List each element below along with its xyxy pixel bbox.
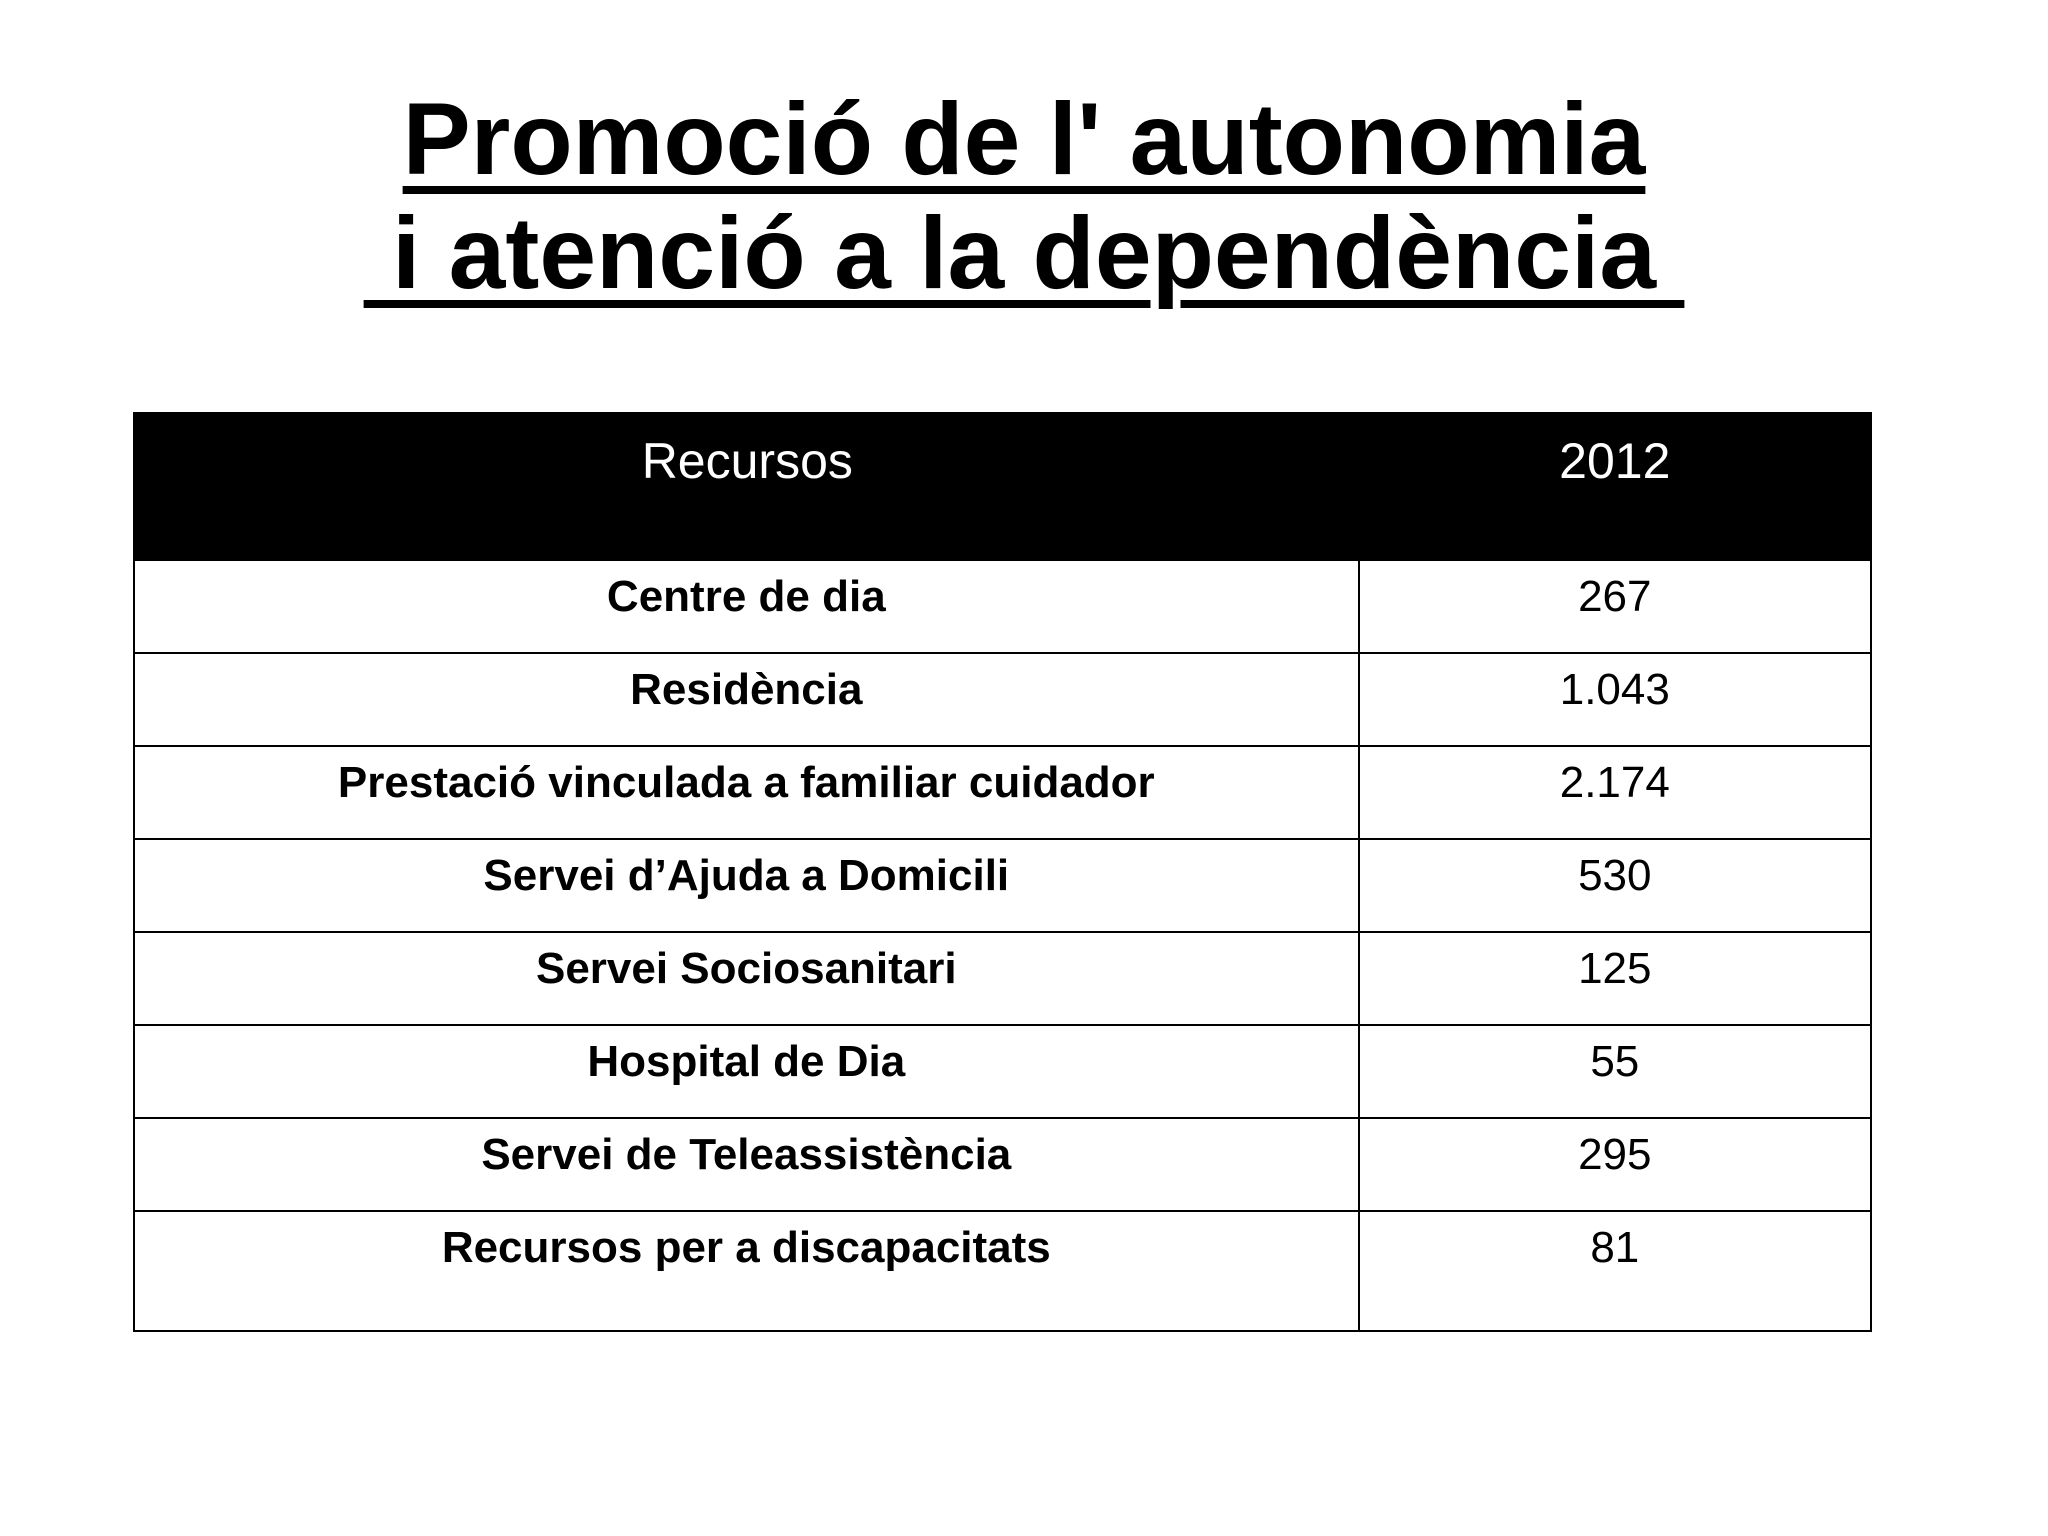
row-label: Centre de dia bbox=[135, 561, 1360, 652]
table-row bbox=[135, 838, 1870, 931]
row-value: 267 bbox=[1578, 572, 1652, 621]
row-value: 125 bbox=[1578, 944, 1652, 993]
table-row bbox=[135, 652, 1870, 745]
row-value: 295 bbox=[1578, 1130, 1652, 1179]
row-label: Servei Sociosanitari bbox=[135, 933, 1360, 1024]
table-row bbox=[135, 745, 1870, 838]
row-label: Hospital de Dia bbox=[135, 1026, 1360, 1117]
resources-table bbox=[133, 412, 1872, 1332]
row-label: Servei d’Ajuda a Domicili bbox=[135, 840, 1360, 931]
header-recursos: Recursos bbox=[641, 433, 853, 489]
page-title-line-1: Promoció de l' autonomia bbox=[402, 82, 1646, 196]
table-row bbox=[135, 1210, 1870, 1330]
table-row bbox=[135, 931, 1870, 1024]
row-label: Servei de Teleassistència bbox=[135, 1119, 1360, 1210]
row-label: Recursos per a discapacitats bbox=[135, 1212, 1360, 1330]
row-value: 2.174 bbox=[1559, 758, 1670, 807]
row-label: Prestació vinculada a familiar cuidador bbox=[135, 747, 1360, 838]
row-value: 1.043 bbox=[1559, 665, 1670, 714]
page-title-line-2: i atenció a la dependència bbox=[363, 196, 1685, 310]
row-label: Residència bbox=[135, 654, 1360, 745]
row-value: 81 bbox=[1590, 1223, 1640, 1272]
table-row bbox=[135, 1024, 1870, 1117]
row-value: 530 bbox=[1578, 851, 1652, 900]
table-header-row bbox=[135, 414, 1870, 559]
row-value: 55 bbox=[1590, 1037, 1640, 1086]
header-year: 2012 bbox=[1559, 433, 1671, 489]
table-row bbox=[135, 1117, 1870, 1210]
table-row bbox=[135, 559, 1870, 652]
